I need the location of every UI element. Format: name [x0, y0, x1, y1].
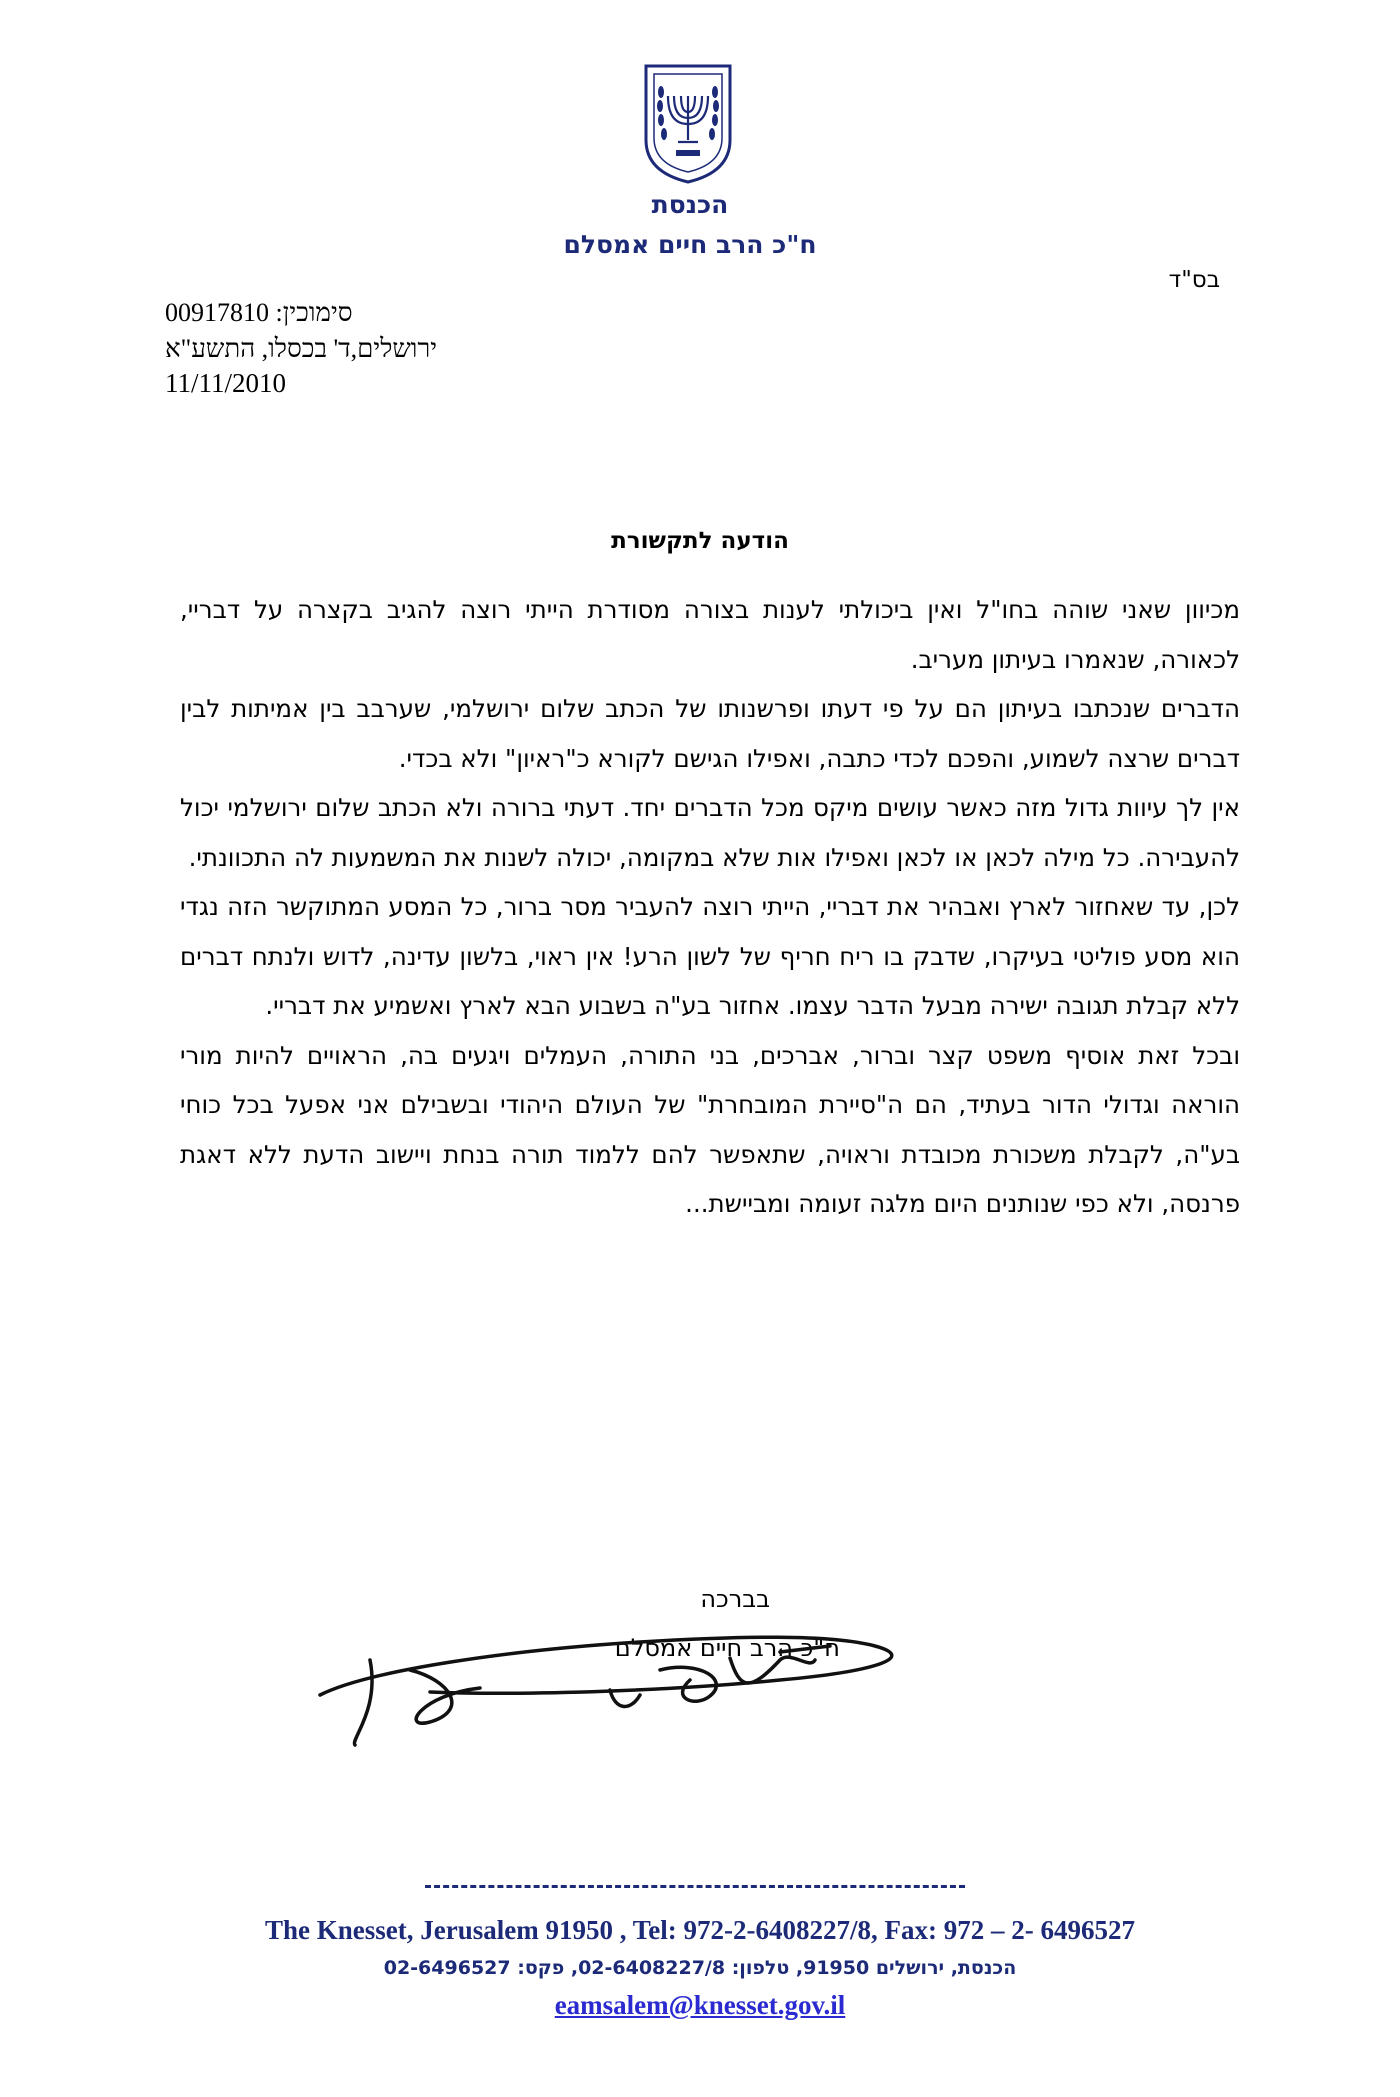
hebrew-date: ירושלים,ד' בכסלו, התשע"א — [165, 334, 438, 363]
subject-heading: הודעה לתקשורת — [611, 528, 789, 554]
israel-emblem-icon — [640, 62, 736, 186]
letterhead-org: הכנסת — [651, 190, 729, 219]
body-paragraph: הדברים שנכתבו בעיתון הם על פי דעתו ופרשנותו של הכתב שלום ירושלמי, שערבב בין אמיתות לבין דברים שרצה לשמוע, והפכם לכדי כתבה, ואפילו הגישם לקורא כ"ראיון" ולא בכדי. — [180, 694, 1240, 773]
body-paragraph: מכיוון שאני שוהה בחו"ל ואין ביכולתי לענות בצורה מסודרת הייתי רוצה להגיב בקצרה על דבריי, לכאורה, שנאמרו בעיתון מעריב. — [180, 595, 1240, 674]
footer-email — [0, 1990, 1400, 2021]
body-paragraph: אין לך עיוות גדול מזה כאשר עושים מיקס מכל הדברים יחד. דעתי ברורה ולא הכתב שלום ירושלמי יכול להעבירה. כל מילה לכאן או לכאן ואפילו אות שלא במקומה, יכולה לשנות את המשמעות לה התכוונתי. — [180, 793, 1240, 872]
body-paragraph: לכן, עד שאחזור לארץ ואבהיר את דבריי, הייתי רוצה להעביר מסר ברור, כל המסע המתוקשר הזה נגדי הוא מסע פוליטי בעיקרו, שדבק בו ריח חריף של לשון הרע! אין ראוי, בלשון עדינה, לדוש ולנתח דברים ללא קבלת תגובה ישירה מבעל הדבר עצמו. אחזור בע"ה בשבוע הבא לארץ ואשמיע את דבריי. — [180, 892, 1240, 1020]
bsd-mark: בס"ד — [1168, 267, 1220, 293]
letterhead-member: ח"כ הרב חיים אמסלם — [563, 230, 817, 259]
email-link[interactable]: eamsalem@knesset.gov.il — [554, 1990, 846, 2020]
reference-number: 00917810 — [165, 298, 269, 327]
body-paragraph: ובכל זאת אוסיף משפט קצר וברור, אברכים, בני התורה, העמלים ויגעים בה, הראויים להיות מורי הוראה וגדולי הדור בעתיד, הם ה"סיירת המובחרת" של העולם היהודי ובשבילם אני אפעל בכל כוחי בע"ה, לקבלת משכורת מכובדת וראויה, שתאפשר להם ללמוד תורה בנחת ויישוב הדעת ללא דאגת פרנסה, ולא כפי שנותנים היום מלגה זעומה ומביישת... — [180, 1040, 1240, 1218]
gregorian-date: 11/11/2010 — [165, 368, 286, 398]
reference-line — [165, 298, 485, 328]
footer-divider — [425, 1885, 965, 1888]
reference-label: סימוכין: — [275, 298, 353, 327]
letter-body — [180, 585, 1240, 1229]
closing: בברכה — [700, 1585, 770, 1613]
handwritten-signature — [310, 1600, 930, 1750]
footer-hebrew-contact: הכנסת, ירושלים 91950, טלפון: 02-6408227/8, פקס: 02-6496527 — [383, 1957, 1017, 1979]
signer-name: ח"כ הרב חיים אמסלם — [614, 1634, 840, 1662]
footer-english-contact: The Knesset, Jerusalem 91950 , Tel: 972-2-6408227/8, Fax: 972 – 2- 6496527 — [265, 1915, 1135, 1945]
